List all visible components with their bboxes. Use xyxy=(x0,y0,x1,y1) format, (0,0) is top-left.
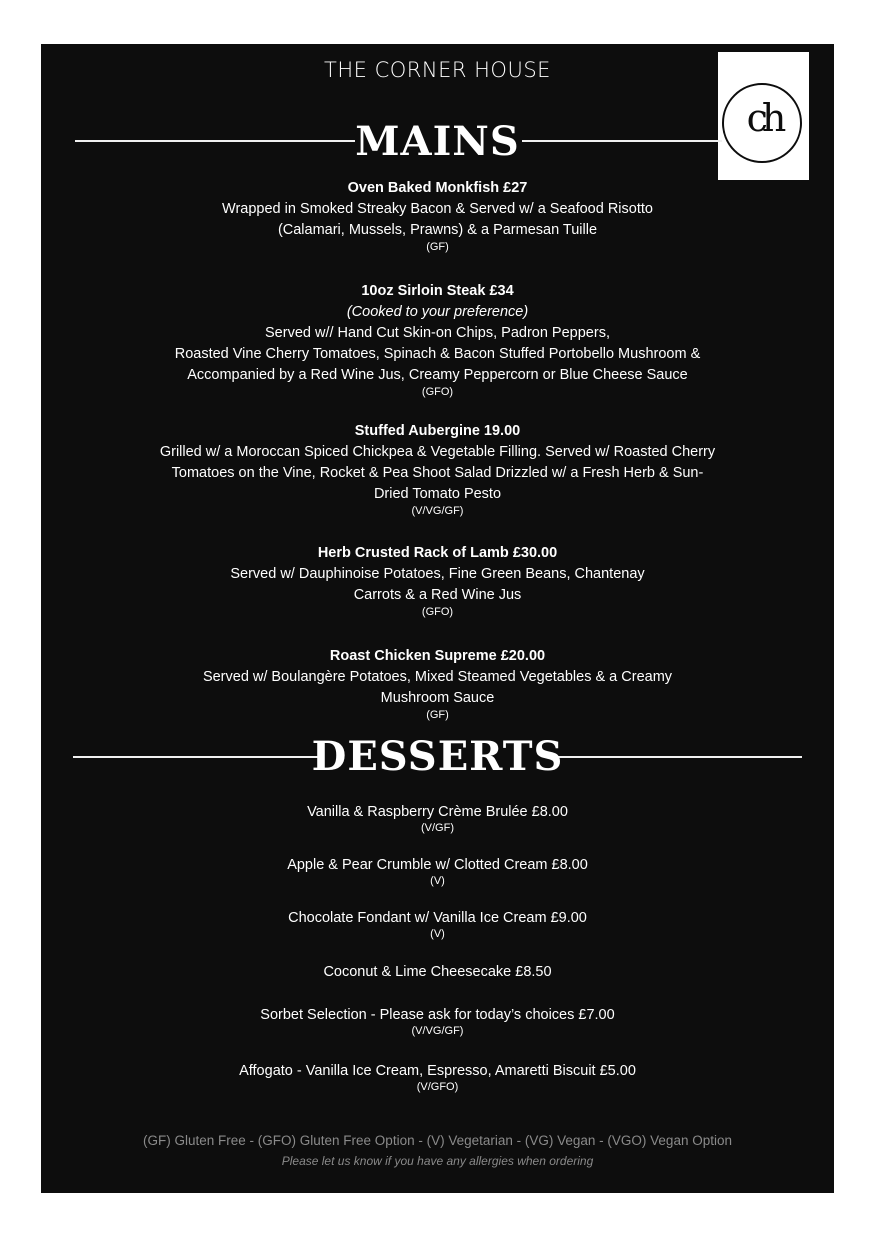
dish-description: (Calamari, Mussels, Prawns) & a Parmesan Tuille xyxy=(277,222,598,238)
dish-monkfish xyxy=(41,178,834,254)
dish-description: Dried Tomato Pesto xyxy=(373,486,502,502)
dietary-tag: (GF) xyxy=(426,709,449,721)
dessert-name: Vanilla & Raspberry Crème Brulée £8.00 xyxy=(307,804,568,820)
dietary-tag: (GF) xyxy=(426,241,449,253)
desserts-title: DESSERTS xyxy=(311,733,564,780)
dish-description: Accompanied by a Red Wine Jus, Creamy Peppercorn or Blue Cheese Sauce xyxy=(187,367,688,383)
dish-description: Wrapped in Smoked Streaky Bacon & Served w/ a Seafood Risotto xyxy=(222,201,653,217)
dessert-name: Sorbet Selection - Please ask for today’s choices £7.00 xyxy=(260,1007,615,1023)
dish-lamb xyxy=(41,543,834,619)
dietary-tag: (V/VG/GF) xyxy=(411,505,464,517)
dessert-affogato xyxy=(41,1061,834,1094)
dish-description: Mushroom Sauce xyxy=(380,690,495,706)
dietary-tag: (V) xyxy=(430,928,445,940)
dessert-cheesecake xyxy=(41,962,834,982)
dessert-name: Coconut & Lime Cheesecake £8.50 xyxy=(323,964,552,980)
dietary-tag: (GFO) xyxy=(421,606,454,618)
dish-name: Roast Chicken Supreme £20.00 xyxy=(329,648,546,664)
mains-title: MAINS xyxy=(355,118,520,165)
dietary-legend: (GF) Gluten Free - (GFO) Gluten Free Option - (V) Vegetarian - (VG) Vegan - (VGO) Vegan Option xyxy=(143,1133,732,1148)
menu-sheet xyxy=(41,44,834,1193)
dessert-name: Affogato - Vanilla Ice Cream, Espresso, Amaretti Biscuit £5.00 xyxy=(239,1063,636,1079)
dessert-crumble xyxy=(41,855,834,888)
dish-sirloin xyxy=(41,281,834,399)
dish-aubergine xyxy=(41,421,834,518)
dish-note: (Cooked to your preference) xyxy=(346,304,529,320)
dessert-creme-brulee xyxy=(41,802,834,835)
dish-name: Stuffed Aubergine 19.00 xyxy=(354,423,521,439)
dessert-name: Apple & Pear Crumble w/ Clotted Cream £8.00 xyxy=(287,857,588,873)
dish-description: Served w// Hand Cut Skin-on Chips, Padron Peppers, xyxy=(265,325,610,341)
dish-description: Grilled w/ a Moroccan Spiced Chickpea & Vegetable Filling. Served w/ Roasted Cherry xyxy=(159,444,716,460)
dish-description: Served w/ Boulangère Potatoes, Mixed Steamed Vegetables & a Creamy xyxy=(202,669,673,685)
dietary-tag: (GFO) xyxy=(421,386,454,398)
dish-description: Served w/ Dauphinoise Potatoes, Fine Green Beans, Chantenay xyxy=(230,566,645,582)
dish-name: Oven Baked Monkfish £27 xyxy=(347,180,528,196)
dietary-tag: (V) xyxy=(430,875,445,887)
dish-chicken xyxy=(41,646,834,722)
dish-description: Carrots & a Red Wine Jus xyxy=(353,587,522,603)
dietary-tag: (V/VG/GF) xyxy=(411,1025,464,1037)
dessert-fondant xyxy=(41,908,834,941)
restaurant-name: THE CORNER HOUSE xyxy=(324,58,551,82)
dietary-tag: (V/GFO) xyxy=(416,1081,459,1093)
dietary-tag: (V/GF) xyxy=(421,822,454,834)
dish-description: Roasted Vine Cherry Tomatoes, Spinach & Bacon Stuffed Portobello Mushroom & xyxy=(174,346,701,362)
dish-description: Tomatoes on the Vine, Rocket & Pea Shoot Salad Drizzled w/ a Fresh Herb & Sun- xyxy=(171,465,704,481)
logo-monogram: ch xyxy=(746,96,781,140)
dessert-name: Chocolate Fondant w/ Vanilla Ice Cream £9.00 xyxy=(288,910,587,926)
dish-name: Herb Crusted Rack of Lamb £30.00 xyxy=(317,545,558,561)
dessert-sorbet xyxy=(41,1005,834,1038)
dish-name: 10oz Sirloin Steak £34 xyxy=(361,283,514,299)
allergy-note: Please let us know if you have any allergies when ordering xyxy=(281,1154,594,1168)
